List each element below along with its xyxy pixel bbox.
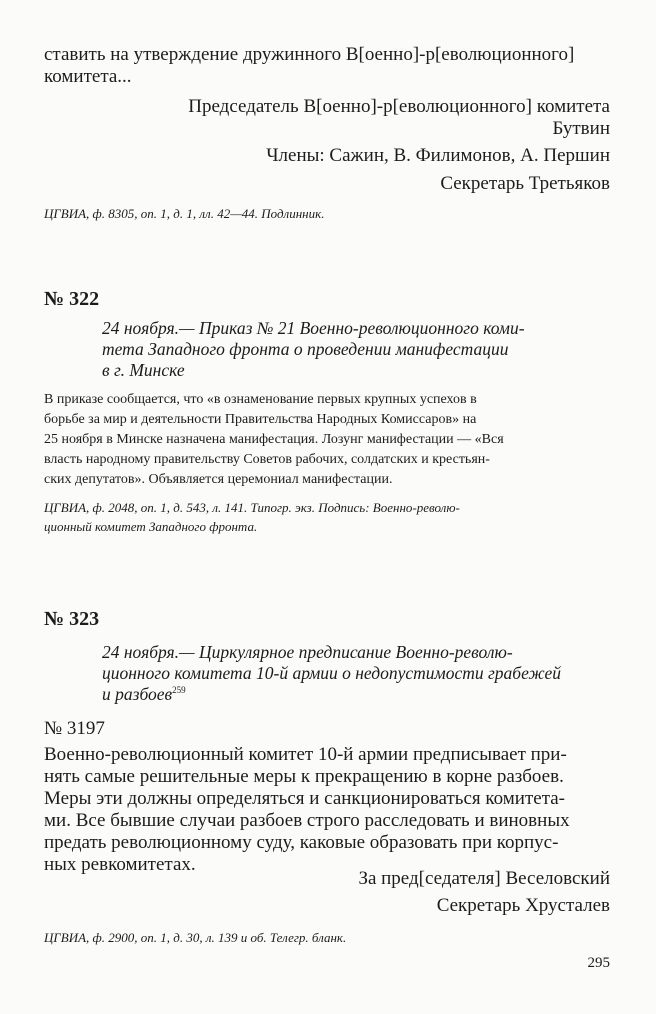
document-title-line: тета Западного фронта о проведении манифестации [102,339,509,359]
secretary-signature: Секретарь Третьяков [440,173,610,194]
document-number: № 323 [44,608,100,630]
telegram-number: № 3197 [44,718,105,739]
summary-line: В приказе сообщается, что «в ознаменование первых крупных успехов в [44,392,477,407]
document-title-text: и разбоев [102,684,173,704]
summary-line: 25 ноября в Минске назначена манифестация. Лозунг манифестации — «Вся [44,432,504,447]
body-line: нять самые решительные меры к прекращению в корне разбоев. [44,766,564,787]
chairman-signature: За пред[седателя] Веселовский [358,868,610,889]
document-title-line: ционного комитета 10-й армии о недопустимости грабежей [102,663,561,683]
page-number: 295 [587,955,610,971]
body-line: ных ревкомитетах. [44,854,196,875]
body-line: предать революционному суду, каковые образовать при корпус- [44,832,559,853]
archive-source: ЦГВИА, ф. 2900, оп. 1, д. 30, л. 139 и об. Телегр. бланк. [44,930,347,945]
text-line: комитета... [44,66,132,87]
summary-line: власть народному правительству Советов рабочих, солдатских и крестьян- [44,452,490,467]
document-title-line: 24 ноября.— Приказ № 21 Военно-революционного коми- [102,318,525,338]
document-title-line: 24 ноября.— Циркулярное предписание Военно-револю- [102,642,513,662]
archive-source: ЦГВИА, ф. 2048, оп. 1, д. 543, л. 141. Типогр. экз. Подпись: Военно-револю- [44,500,460,515]
footnote-reference: 259 [172,685,186,696]
document-title-line [102,684,186,705]
text-line: ставить на утверждение дружинного В[оенно]-р[еволюционного] [44,44,575,65]
summary-line: борьбе за мир и деятельности Правительства Народных Комиссаров» на [44,412,477,427]
document-title-line: в г. Минске [102,360,185,380]
secretary-signature: Секретарь Хрусталев [436,895,610,916]
body-line: Военно-революционный комитет 10-й армии предписывает при- [44,744,567,765]
body-line: Меры эти должны определяться и санкционироваться комитета- [44,788,566,809]
archive-source: ционный комитет Западного фронта. [44,519,258,534]
archive-source: ЦГВИА, ф. 8305, оп. 1, д. 1, лл. 42—44. Подлинник. [44,206,325,221]
chairman-signature: Председатель В[оенно]-р[еволюционного] комитета [188,96,610,117]
members-signature: Члены: Сажин, В. Филимонов, А. Першин [266,145,610,166]
body-line: ми. Все бывшие случаи разбоев строго расследовать и виновных [44,810,570,831]
chairman-name: Бутвин [552,118,610,139]
summary-line: ских депутатов». Объявляется церемониал манифестации. [44,472,393,487]
document-number: № 322 [44,288,100,310]
